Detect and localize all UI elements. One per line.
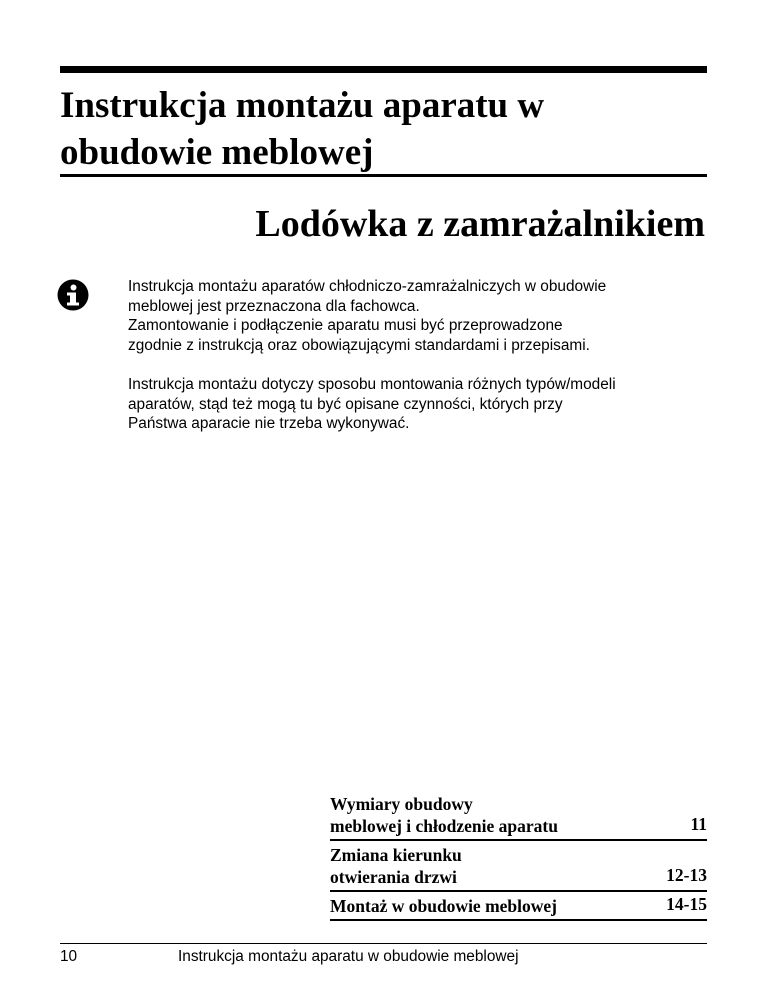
info-paragraph-1-line: Instrukcja montażu aparatów chłodniczo-zamrażalniczych w obudowie bbox=[128, 278, 607, 295]
info-icon bbox=[57, 279, 89, 311]
header-top-rule bbox=[60, 66, 707, 73]
toc-entry-label: otwierania drzwi bbox=[330, 867, 457, 887]
header-bottom-rule bbox=[60, 174, 707, 177]
footer-page-number: 10 bbox=[60, 948, 78, 965]
info-paragraph-1-line: zgodnie z instrukcją oraz obowiązującymi standardami i przepisami. bbox=[128, 336, 590, 354]
info-paragraph-2-line: Państwa aparacie nie trzeba wykonywać. bbox=[128, 415, 410, 432]
info-paragraph-2-line: aparatów, stąd też mogą tu być opisane czynności, których przy bbox=[128, 395, 563, 413]
toc-entry-page: 14-15 bbox=[666, 894, 707, 914]
toc-entry-page: 12-13 bbox=[666, 865, 707, 885]
page-title-line-1: Instrukcja montażu aparatu w bbox=[60, 85, 545, 126]
toc-entry-label: Wymiary obudowy bbox=[330, 794, 473, 814]
toc-divider bbox=[330, 919, 707, 921]
toc-entry-dimensions[interactable] bbox=[330, 793, 707, 837]
info-paragraph-1 bbox=[128, 277, 708, 355]
toc-entry-label: meblowej i chłodzenie aparatu bbox=[330, 816, 558, 836]
footer-rule bbox=[60, 943, 707, 944]
info-paragraph-2 bbox=[128, 375, 708, 434]
info-paragraph-2-line: Instrukcja montażu dotyczy sposobu montowania różnych typów/modeli bbox=[128, 376, 616, 393]
toc-divider bbox=[330, 890, 707, 892]
info-paragraph-1-line: meblowej jest przeznaczona dla fachowca. bbox=[128, 297, 420, 315]
table-of-contents bbox=[330, 793, 707, 924]
page-title-line-2: obudowie meblowej bbox=[60, 132, 374, 173]
page-subtitle: Lodówka z zamrażalnikiem bbox=[255, 203, 705, 245]
toc-entry-installation[interactable] bbox=[330, 895, 707, 917]
footer-title: Instrukcja montażu aparatu w obudowie meblowej bbox=[178, 948, 519, 965]
toc-divider bbox=[330, 839, 707, 841]
toc-entry-page: 11 bbox=[690, 814, 707, 834]
toc-entry-label: Montaż w obudowie meblowej bbox=[330, 896, 557, 916]
page-title bbox=[60, 82, 707, 176]
toc-entry-door-reversal[interactable] bbox=[330, 844, 707, 888]
info-paragraph-1-line: Zamontowanie i podłączenie aparatu musi być przeprowadzone bbox=[128, 317, 563, 334]
toc-entry-label: Zmiana kierunku bbox=[330, 845, 462, 865]
